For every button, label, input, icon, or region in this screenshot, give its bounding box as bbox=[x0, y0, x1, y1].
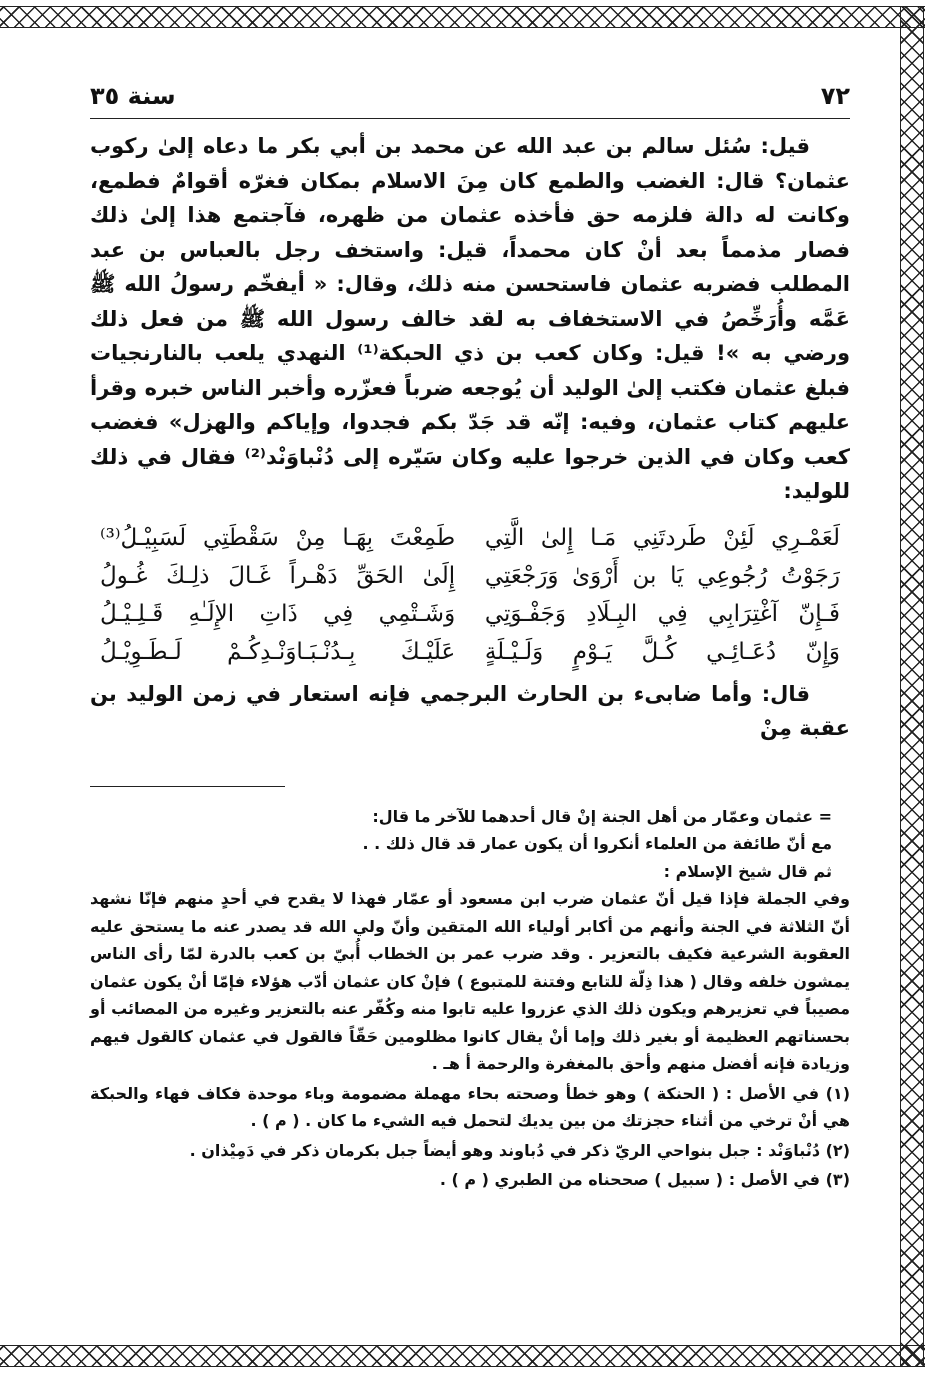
verse-first-hemistich: فَـإِنّ آغْتِرَابِي فِي البِـلَادِ وَجَفْـوَتِي bbox=[484, 600, 840, 627]
running-header bbox=[90, 82, 850, 116]
book-page bbox=[90, 82, 850, 1194]
header-rule bbox=[90, 118, 850, 119]
year-heading: سنة ٣٥ bbox=[90, 82, 176, 110]
verse-first-hemistich: رَجَوْتُ رُجُوعِي يَا بن أَرْوَىٰ وَرَجْعَتِي bbox=[484, 562, 840, 589]
verse-second-hemistich: عَلَيْـكَ بِـدُنْـبَـاوَنْـدِكُـمْ لَـطَـوِيْـلُ bbox=[100, 638, 456, 665]
ornamental-border-top bbox=[0, 6, 925, 28]
main-text bbox=[90, 129, 850, 746]
ornamental-border-bottom bbox=[0, 1345, 925, 1367]
footnote-3: (٣) في الأصل : ( سبيل ) صححناه من الطبري ( م ) . bbox=[439, 1170, 850, 1189]
footnote-continuation-line: مع أنّ طائفة من العلماء أنكروا أن يكون عمار قد قال ذلك . . bbox=[362, 834, 832, 853]
poem-verse bbox=[100, 633, 840, 671]
footnote-2: (٢) دُنْباوَنْد : جبل بنواحي الريّ ذكر في دُباوند وهو أيضاً جبل بكرمان ذكر في دَمِيْذان . bbox=[189, 1140, 850, 1160]
footnote-continuation-line: ثم قال شيخ الإسلام : bbox=[663, 861, 832, 881]
footnotes bbox=[90, 803, 850, 1194]
verse-second-hemistich: إِلَىٰ الحَقِّ دَهْـراً غَـالَ ذلِـكَ غُـولُ bbox=[100, 562, 456, 589]
page-number: ٧٢ bbox=[820, 82, 850, 110]
poem-verse bbox=[100, 519, 840, 557]
footnote-continuation-line: = عثمان وعمّار من أهل الجنة إنْ قال أحدهما للآخر ما قال: bbox=[372, 806, 832, 826]
verse-first-hemistich: لَعَمْـرِي لَئِنْ طَردتَنِي مَـا إِلىٰ الَّتِي bbox=[484, 524, 840, 551]
body-paragraph: قيل: سُئل سالم بن عبد الله عن محمد بن أبي بكر ما دعاه إلىٰ ركوب عثمان؟ قال: الغضب والطمع كان مِنَ الاسلام بمكان فغرّه أقوامٌ فطمع، وكانت له دالة فلزمه حق فأخذه عثمان من ظهره، فآجتمع هذا إلىٰ ذلك فصار مذمماً بعد أنْ كان محمداً، قيل: واستخف رجل بالعباس بن عبد المطلب فضربه عثمان فاستحسن منه ذلك، وقال: « أيفخّم رسولُ الله ﷺ عَمَّه وأُرَخِّصُ في الاستخفاف به لقد خالف رسول الله ﷺ من فعل ذلك ورضي به »! قيل: وكان كعب بن ذي الحبكة⁽¹⁾ النهدي يلعب بالنارنجيات فبلغ عثمان فكتب إلىٰ الوليد أن يُوجعه ضرباً فعزّره وأخبر الناس خبره وقرأ عليهم كتاب عثمان، وفيه: إنّه قد جَدّ بكم فجدوا، وإياكم والهزل» فغضب كعب وكان في الذين خرجوا عليه وكان سَيّره إلى دُنْباوَنْد⁽²⁾ فقال في ذلك للوليد: bbox=[90, 134, 850, 503]
poem bbox=[100, 519, 840, 671]
footnote-separator bbox=[90, 786, 285, 787]
poem-verse bbox=[100, 595, 840, 633]
after-poem-paragraph: قال: وأما ضابىء بن الحارث البرجمي فإنه استعار في زمن الوليد بن عقبة مِنْ bbox=[90, 681, 850, 740]
verse-second-hemistich: طَمِعْتَ بِهَـا مِنْ سَقْطَتِي لَسَبِيْـلُ⁽³⁾ bbox=[100, 524, 456, 551]
ornamental-border-right bbox=[900, 6, 924, 1367]
footnote-quote: وفي الجملة فإذا قيل أنّ عثمان ضرب ابن مسعود أو عمّار فهذا لا يقدح في أحدٍ منهم فإنّا نشهد أنّ الثلاثة في الجنة وأنهم من أكابر أولياء الله المتقين وأنّ ولي الله قد يصدر عنه ما يستحق عليه العقوبة الشرعية فكيف بالتعزير . وقد ضرب عمر بن الخطاب أُبيّ بن كعب بالدرة لمّا رأى الناس يمشون خلفه وقال ( هذا ذِلّة للتابع وفتنة للمتبوع ) فإنْ كان عثمان أدّب هؤلاء فإمّا أنْ يكون عثمان مصيباً في تعزيرهم ويكون ذلك الذي عزروا عليه تابوا منه وكُفّر عنه بالتعزير وغيره من المصائب أو بحسناتهم العظيمة أو بغير ذلك وإما أنْ يقال كانوا مظلومين حَقّاً فالقول في عثمان كالقول فيهم وزيادة فإنه أفضل منهم وأحق بالمغفرة والرحمة أ هـ . bbox=[90, 889, 850, 1073]
footnote-1: (١) في الأصل : ( الحنكة ) وهو خطأ وصحته بحاء مهملة مضمومة وباء موحدة فكاف فهاء والحبكة هي أنْ ترخي من أثناء حجزتك من بين يديك لتحمل فيه الشيء ما كان . ( م ) . bbox=[90, 1083, 850, 1130]
verse-first-hemistich: وَإِنّ دُعَـائِـي كُـلَّ يَـوْمٍ وَلَـيْـلَةٍ bbox=[484, 638, 840, 665]
verse-second-hemistich: وَشَـتْمِي فِي ذَاتِ الإِلَـٰهِ قَـلِـيْـلُ bbox=[100, 600, 456, 627]
poem-verse bbox=[100, 557, 840, 595]
